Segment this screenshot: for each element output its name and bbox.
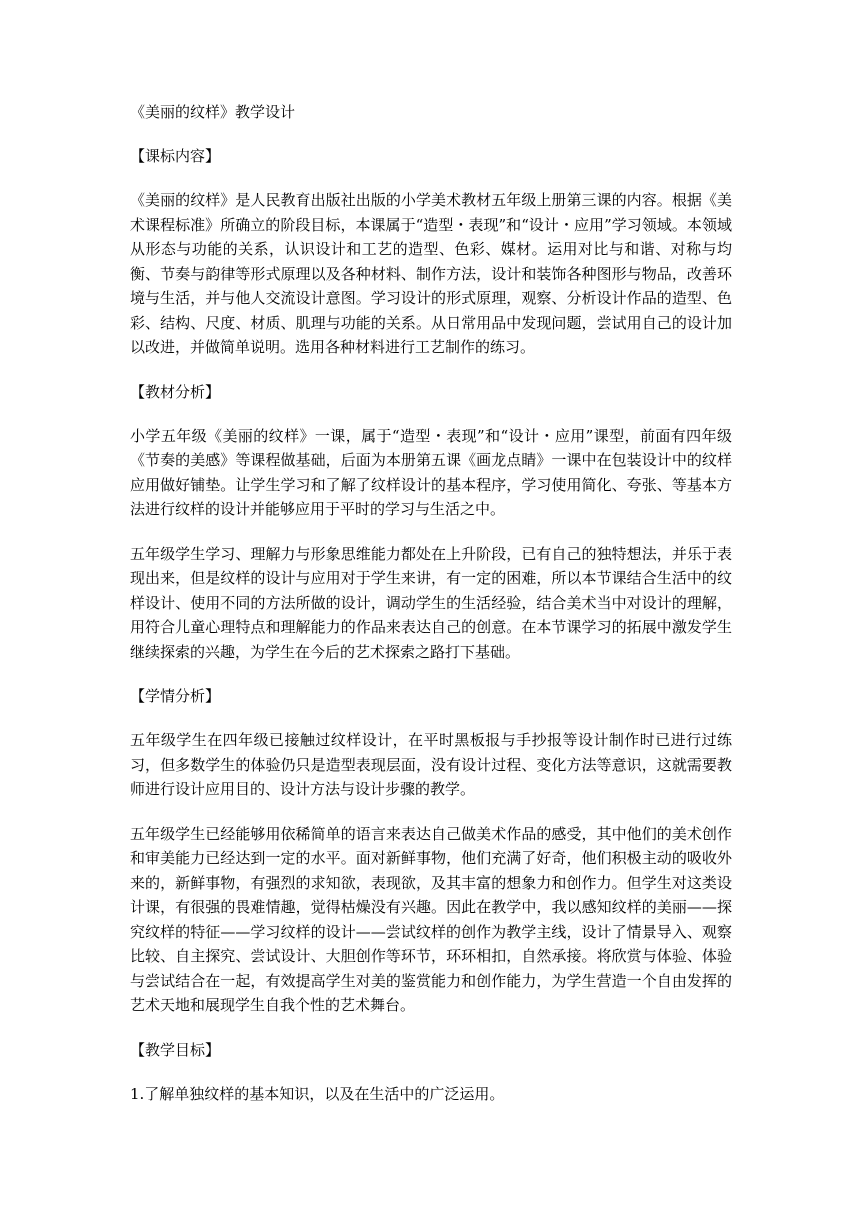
section-heading-curriculum: 【课标内容】 xyxy=(130,147,221,165)
document-page xyxy=(130,100,732,1126)
section-heading-student-analysis: 【学情分析】 xyxy=(130,687,221,705)
paragraph-textbook-analysis-2: 五年级学生学习、理解力与形象思维能力都处在上升阶段，已有自己的独特想法，并乐于表现出来，但是纹样的设计与应用对于学生来讲，有一定的困难，所以本节课结合生活中的纹样设计、使用不同的方法所做的设计，调动学生的生活经验，结合美术当中对设计的理解，用符合儿童心理特点和理解能力的作品来表达自己的创意。在本节课学习的拓展中激发学生继续探索的兴趣，为学生在今后的艺术探索之路打下基础。 xyxy=(130,544,732,661)
paragraph-student-analysis-2: 五年级学生已经能够用依稀简单的语言来表达自己做美术作品的感受，其中他们的美术创作和审美能力已经达到一定的水平。面对新鲜事物，他们充满了好奇，他们积极主动的吸收外来的，新鲜事物，有强烈的求知欲，表现欲，及其丰富的想象力和创作力。但学生对这类设计课，有很强的畏难情趣，觉得枯燥没有兴趣。因此在教学中，我以感知纹样的美丽——探究纹样的特征——学习纹样的设计——尝试纹样的创作为教学主线，设计了情景导入、观察比较、自主探究、尝试设计、大胆创作等环节，环环相扣，自然承接。将欣赏与体验、体验与尝试结合在一起，有效提高学生对美的鉴赏能力和创作能力，为学生营造一个自由发挥的艺术天地和展现学生自我个性的艺术舞台。 xyxy=(130,824,732,1014)
paragraph-curriculum: 《美丽的纹样》是人民教育出版社出版的小学美术教材五年级上册第三课的内容。根据《美术课程标准》所确立的阶段目标，本课属于“造型・表现”和“设计・应用”学习领域。本领域从形态与功能的关系，认识设计和工艺的造型、色彩、媒材。运用对比与和谐、对称与均衡、节奏与韵律等形式原理以及各种材料、制作方法，设计和装饰各种图形与物品，改善环境与生活，并与他人交流设计意图。学习设计的形式原理，观察、分析设计作品的造型、色彩、结构、尺度、材质、肌理与功能的关系。从日常用品中发现问题，尝试用自己的设计加以改进，并做简单说明。选用各种材料进行工艺制作的练习。 xyxy=(130,191,732,356)
paragraph-teaching-goal-1: 1.了解单独纹样的基本知识，以及在生活中的广泛运用。 xyxy=(130,1084,505,1103)
section-heading-teaching-goals: 【教学目标】 xyxy=(130,1040,221,1059)
section-heading-textbook-analysis: 【教材分析】 xyxy=(130,382,221,401)
paragraph-textbook-analysis-1: 小学五年级《美丽的纹样》一课，属于“造型・表现”和“设计・应用”课型，前面有四年级《节奏的美感》等课程做基础，后面为本册第五课《画龙点睛》一课中在包装设计中的纹样应用做好铺垫。让学生学习和了解了纹样设计的基本程序，学习使用简化、夸张、等基本方法进行纹样的设计并能够应用于平时的学习与生活之中。 xyxy=(130,426,732,518)
paragraph-student-analysis-1: 五年级学生在四年级已接触过纹样设计，在平时黑板报与手抄报等设计制作时已进行过练习，但多数学生的体验仍只是造型表现层面，没有设计过程、变化方法等意识，这就需要教师进行设计应用目的、设计方法与设计步骤的教学。 xyxy=(130,731,732,798)
document-title: 《美丽的纹样》教学设计 xyxy=(130,103,296,121)
